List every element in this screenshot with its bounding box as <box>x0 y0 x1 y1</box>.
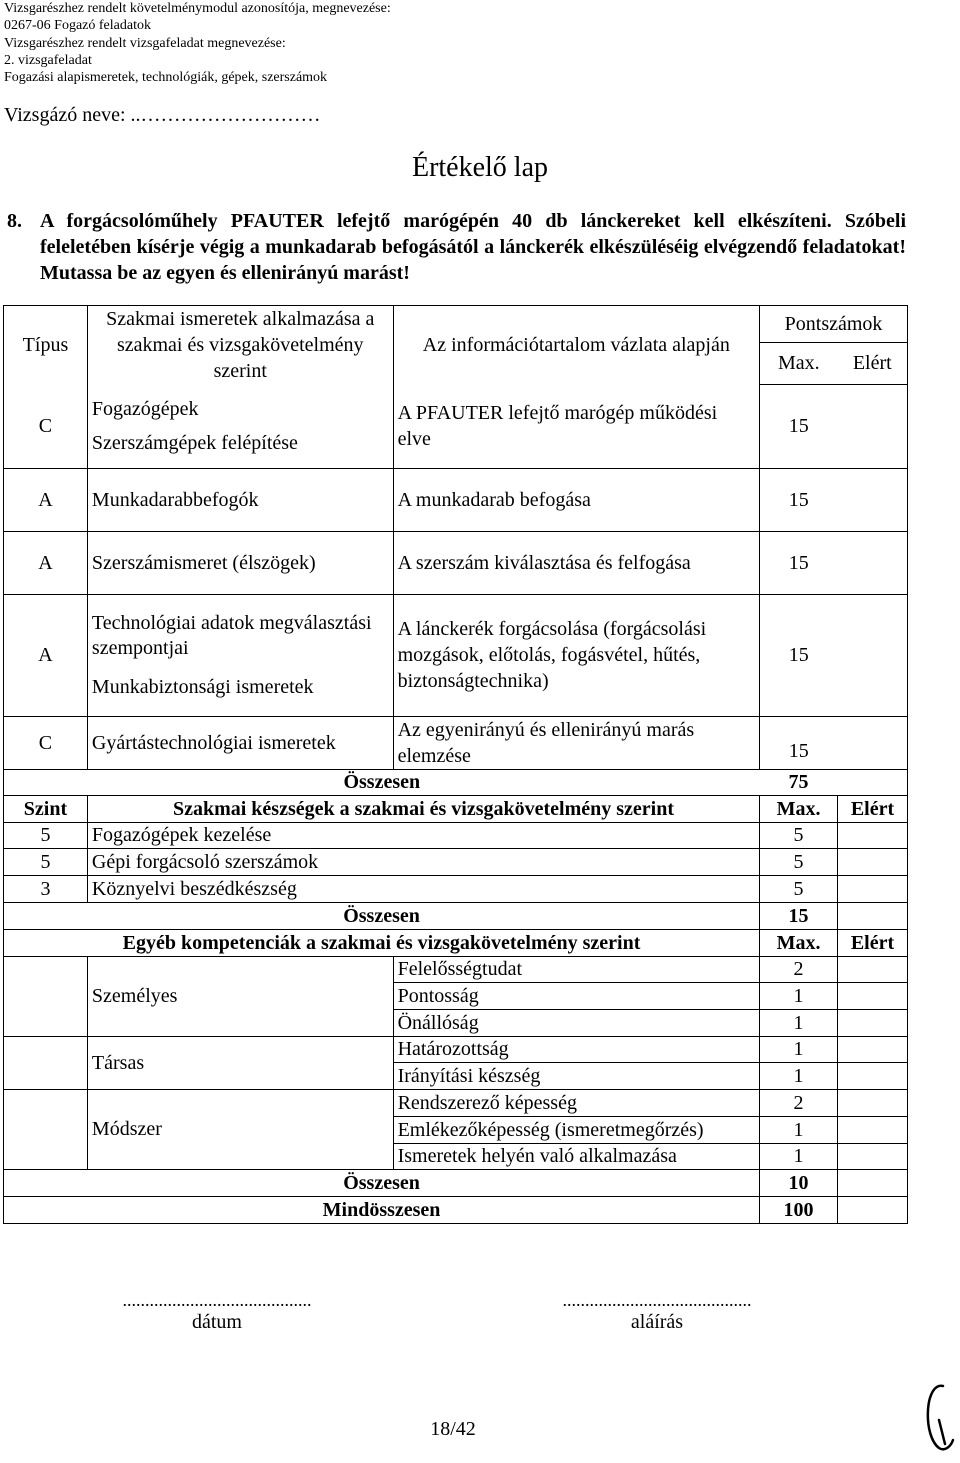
skills-header-max: Max. <box>760 795 838 822</box>
competence-max: 1 <box>760 1036 838 1062</box>
skill-level: 3 <box>4 875 88 902</box>
date-signature <box>86 1290 348 1334</box>
competences-header-title: Egyéb kompetenciák a szakmai és vizsgakövetelmény szerint <box>4 929 760 956</box>
header-max: Max. <box>760 342 838 384</box>
subtotal-achieved[interactable] <box>838 902 908 929</box>
skill-max: 5 <box>760 848 838 875</box>
sign-signature <box>526 1290 788 1334</box>
grand-total-achieved[interactable] <box>838 1196 908 1223</box>
competence-max: 1 <box>760 1062 838 1089</box>
row-content: Az egyenirányú és ellenirányú marás elemzése <box>393 716 759 769</box>
subtotal-label: Összesen <box>4 902 760 929</box>
grand-total-label: Mindösszesen <box>4 1196 760 1223</box>
date-label: dátum <box>192 1311 242 1333</box>
row-type: A <box>4 594 88 716</box>
subtotal-max: 10 <box>760 1169 838 1196</box>
skill-max: 5 <box>760 822 838 848</box>
subtotal-label: Összesen <box>4 769 760 795</box>
task-description: A forgácsolóműhely PFAUTER lefejtő marógépén 40 db lánckereket kell elkészíteni. Szóbeli feleletében kísérje végig a munkadarab befogásától a lánckerék elkészüléséig elvégzendő feladatokat! Mutassa be az egyen és ellenirányú marást! <box>40 210 906 284</box>
competence-max: 1 <box>760 1009 838 1036</box>
task-text <box>7 208 906 286</box>
skill-achieved[interactable] <box>838 822 908 848</box>
row-max: 15 <box>760 468 838 531</box>
header-achieved: Elért <box>838 342 908 384</box>
competence-max: 1 <box>760 982 838 1009</box>
header-line-topic: Fogazási alapismeretek, technológiák, gépek, szerszámok <box>4 70 328 86</box>
competence-achieved[interactable] <box>838 1062 908 1089</box>
competence-achieved[interactable] <box>838 1089 908 1116</box>
row-max: 15 <box>760 716 838 769</box>
skills-header-level: Szint <box>4 795 88 822</box>
header-content: Az információtartalom vázlata alapján <box>393 306 759 385</box>
competences-header-achieved: Elért <box>838 929 908 956</box>
skill-achieved[interactable] <box>838 848 908 875</box>
competence-max: 1 <box>760 1116 838 1143</box>
header-points: Pontszámok <box>760 306 908 343</box>
row-knowledge-line: Technológiai adatok megválasztási szempontjai <box>91 612 372 659</box>
competence-max: 2 <box>760 1089 838 1116</box>
row-type: C <box>4 716 88 769</box>
initials-mark <box>915 1380 955 1455</box>
subtotal-achieved[interactable] <box>838 1169 908 1196</box>
competence-group: Társas <box>87 1036 393 1089</box>
row-type: C <box>4 384 88 468</box>
row-knowledge-line: Munkabiztonsági ismeretek <box>91 676 314 698</box>
row-achieved[interactable] <box>838 594 908 716</box>
skill-name: Fogazógépek kezelése <box>87 822 759 848</box>
competence-group: Személyes <box>87 956 393 1036</box>
skill-name: Köznyelvi beszédkészség <box>87 875 759 902</box>
page-title: Értékelő lap <box>411 152 549 183</box>
competence-max: 1 <box>760 1143 838 1169</box>
competence-achieved[interactable] <box>838 1009 908 1036</box>
date-dots: .......................................... <box>122 1290 312 1310</box>
skill-name: Gépi forgácsoló szerszámok <box>87 848 759 875</box>
skill-level: 5 <box>4 848 88 875</box>
competence-name: Emlékezőképesség (ismeretmegőrzés) <box>393 1116 759 1143</box>
header-line-module: 0267-06 Fogazó feladatok <box>4 18 151 34</box>
row-content: A PFAUTER lefejtő marógép működési elve <box>393 384 759 468</box>
skill-max: 5 <box>760 875 838 902</box>
skills-header-title: Szakmai készségek a szakmai és vizsgakövetelmény szerint <box>87 795 759 822</box>
row-achieved[interactable] <box>838 716 908 769</box>
competence-max: 2 <box>760 956 838 982</box>
row-max: 15 <box>760 384 838 468</box>
row-knowledge <box>87 384 393 468</box>
competence-achieved[interactable] <box>838 956 908 982</box>
row-type: A <box>4 531 88 594</box>
competence-group: Módszer <box>87 1089 393 1169</box>
row-knowledge-line: Szerszámgépek felépítése <box>91 431 298 454</box>
sign-dots: .......................................... <box>562 1290 752 1310</box>
subtotal-max: 75 <box>760 769 838 795</box>
row-knowledge: Munkadarabbefogók <box>87 468 393 531</box>
row-content: A szerszám kiválasztása és felfogása <box>393 531 759 594</box>
row-type: A <box>4 468 88 531</box>
competence-name: Önállóság <box>393 1009 759 1036</box>
grand-total-max: 100 <box>760 1196 838 1223</box>
row-knowledge-line: Fogazógépek <box>91 397 199 420</box>
row-max: 15 <box>760 531 838 594</box>
row-content: A lánckerék forgácsolása (forgácsolási mozgások, előtolás, fogásvétel, hűtés, biztonságtechnika) <box>393 594 759 716</box>
page-number: 18/42 <box>430 1418 476 1440</box>
competence-blank <box>4 956 88 1036</box>
competence-achieved[interactable] <box>838 1143 908 1169</box>
skill-achieved[interactable] <box>838 875 908 902</box>
document-header <box>4 0 391 86</box>
competence-achieved[interactable] <box>838 1116 908 1143</box>
row-knowledge: Szerszámismeret (élszögek) <box>87 531 393 594</box>
header-type: Típus <box>4 306 88 385</box>
subtotal-label: Összesen <box>4 1169 760 1196</box>
skills-header-achieved: Elért <box>838 795 908 822</box>
competence-name: Rendszerező képesség <box>393 1089 759 1116</box>
row-achieved[interactable] <box>838 384 908 468</box>
competence-name: Ismeretek helyén való alkalmazása <box>393 1143 759 1169</box>
competence-name: Határozottság <box>393 1036 759 1062</box>
header-line-task: 2. vizsgafeladat <box>4 52 92 68</box>
header-line-task-label: Vizsgarészhez rendelt vizsgafeladat megnevezése: <box>4 35 286 51</box>
row-achieved[interactable] <box>838 531 908 594</box>
competence-achieved[interactable] <box>838 982 908 1009</box>
candidate-name-line: Vizsgázó neve: ..……………………… <box>4 104 321 126</box>
competence-name: Felelősségtudat <box>393 956 759 982</box>
competence-name: Pontosság <box>393 982 759 1009</box>
row-knowledge <box>87 594 393 716</box>
row-achieved[interactable] <box>838 468 908 531</box>
row-content: A munkadarab befogása <box>393 468 759 531</box>
competence-name: Irányítási készség <box>393 1062 759 1089</box>
row-knowledge: Gyártástechnológiai ismeretek <box>87 716 393 769</box>
header-line-module-label: Vizsgarészhez rendelt követelménymodul azonosítója, megnevezése: <box>4 1 391 16</box>
competence-blank <box>4 1089 88 1169</box>
competence-blank <box>4 1036 88 1089</box>
subtotal-max: 15 <box>760 902 838 929</box>
sign-label: aláírás <box>630 1311 684 1333</box>
row-max: 15 <box>760 594 838 716</box>
competence-achieved[interactable] <box>838 1036 908 1062</box>
evaluation-table <box>3 305 908 1224</box>
skill-level: 5 <box>4 822 88 848</box>
subtotal-achieved[interactable] <box>838 769 908 795</box>
competences-header-max: Max. <box>760 929 838 956</box>
task-number: 8. <box>7 210 22 232</box>
header-knowledge: Szakmai ismeretek alkalmazása a szakmai és vizsgakövetelmény szerint <box>87 306 393 385</box>
